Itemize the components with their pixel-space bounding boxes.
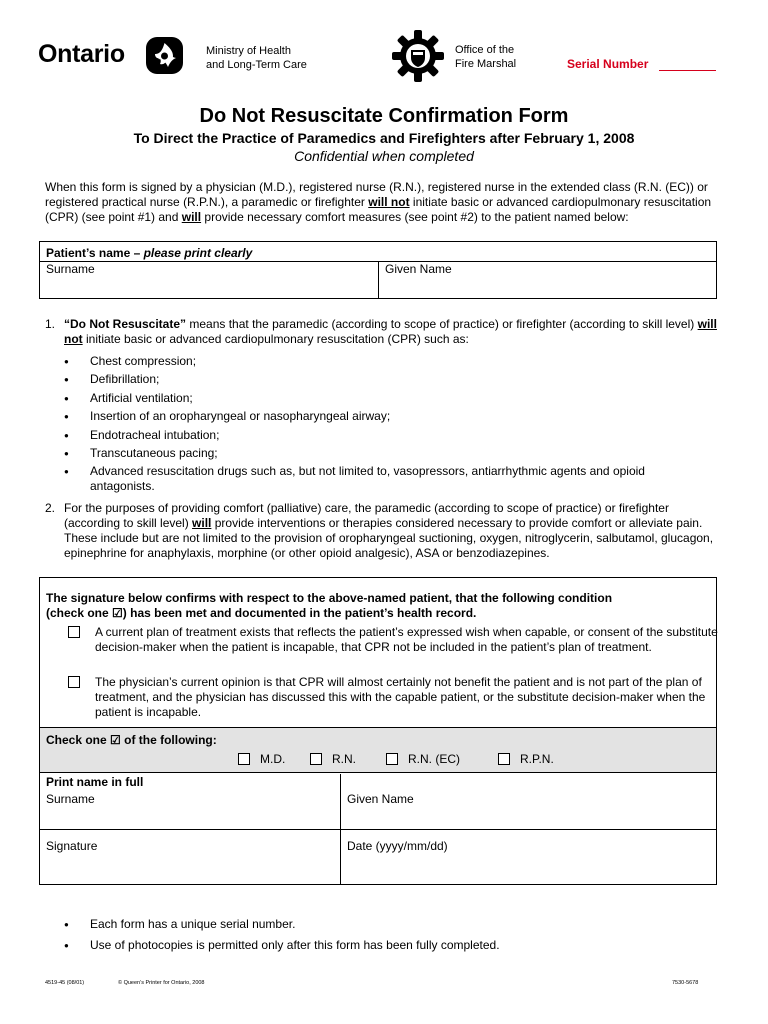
list-item: ● Defibrillation; bbox=[62, 372, 712, 387]
confidential-note: Confidential when completed bbox=[294, 148, 474, 164]
list-item: ● Transcutaneous pacing; bbox=[62, 446, 712, 461]
list-item: ● Insertion of an oropharyngeal or nasopharyngeal airway; bbox=[62, 409, 712, 424]
prescriber-surname-label: Surname bbox=[46, 792, 95, 806]
patient-name-heading: Patient’s name – please print clearly bbox=[46, 246, 253, 260]
option-md[interactable]: M.D. bbox=[238, 752, 285, 766]
patient-given-name-field[interactable] bbox=[381, 276, 715, 298]
form-subtitle: To Direct the Practice of Paramedics and Firefighters after February 1, 2008 bbox=[133, 130, 635, 146]
stock-number: 7530-5678 bbox=[672, 980, 699, 986]
patient-surname-field[interactable] bbox=[41, 276, 375, 298]
serial-number-field[interactable] bbox=[659, 70, 716, 71]
patient-name-box bbox=[39, 241, 717, 299]
prescriber-surname-field[interactable] bbox=[41, 806, 337, 828]
condition-2-checkbox[interactable] bbox=[68, 676, 80, 688]
date-field[interactable] bbox=[343, 854, 715, 884]
list-item: ● Use of photocopies is permitted only after this form has been fully completed. bbox=[62, 938, 712, 953]
form-number: 4519-45 (08/01) bbox=[45, 980, 85, 986]
form-title: Do Not Resuscitate Confirmation Form bbox=[199, 105, 569, 127]
option-rn[interactable]: R.N. bbox=[310, 752, 356, 766]
rn-checkbox[interactable] bbox=[310, 753, 322, 765]
confirmation-box bbox=[39, 577, 717, 885]
md-checkbox[interactable] bbox=[238, 753, 250, 765]
trillium-logo-icon bbox=[146, 37, 183, 74]
check-one-heading: Check one ☑ of the following: bbox=[46, 733, 217, 747]
patient-given-name-label: Given Name bbox=[385, 262, 452, 276]
condition-2: The physician’s current opinion is that CPR will almost certainly not benefit the patient and is not part of the plan of treatment, and the physician has discussed this with the capable patient, or the substitute decision-maker when the patient is incapable. bbox=[68, 675, 718, 720]
prescriber-given-name-label: Given Name bbox=[347, 792, 414, 806]
option-rn-ec[interactable]: R.N. (EC) bbox=[386, 752, 460, 766]
list-item: ● Advanced resuscitation drugs such as, but not limited to, vasopressors, antiarrhythmic agents and opioid antagonists. bbox=[62, 464, 712, 494]
rn-ec-checkbox[interactable] bbox=[386, 753, 398, 765]
ministry-name: Ministry of Health and Long-Term Care bbox=[206, 45, 307, 71]
signature-field[interactable] bbox=[41, 854, 337, 884]
notes-list bbox=[62, 917, 712, 956]
copyright: © Queen’s Printer for Ontario, 2008 bbox=[118, 980, 205, 986]
intro-paragraph: When this form is signed by a physician (M.D.), registered nurse (R.N.), registered nurse in the extended class (R.N. (EC)) or registered practical nurse (R.P.N.), a paramedic or firefighter will not initiate basic or advanced cardiopulmonary resuscitation (CPR) (see point #1) and will provide necessary comfort measures (see point #2) to the patient named below: bbox=[45, 180, 712, 224]
list-item: ● Each form has a unique serial number. bbox=[62, 917, 712, 932]
fire-marshal-emblem-icon bbox=[390, 28, 446, 89]
list-item: ● Artificial ventilation; bbox=[62, 391, 712, 406]
list-item: ● Endotracheal intubation; bbox=[62, 428, 712, 443]
condition-1: A current plan of treatment exists that reflects the patient’s expressed wish when capable, or consent of the substitute decision-maker when the patient is incapable, that CPR not be included in the patient’s plan of treatment. bbox=[68, 625, 718, 655]
rpn-checkbox[interactable] bbox=[498, 753, 510, 765]
prescriber-given-name-field[interactable] bbox=[343, 806, 715, 828]
point-1: 1. “Do Not Resuscitate” means that the paramedic (according to scope of practice) or firefighter (according to skill level) will not initiate basic or advanced cardiopulmonary resuscitation (CPR) such as: bbox=[45, 317, 717, 346]
list-item: ● Chest compression; bbox=[62, 354, 712, 369]
print-name-heading: Print name in full bbox=[46, 775, 144, 789]
ontario-wordmark: Ontario bbox=[38, 40, 125, 68]
patient-surname-label: Surname bbox=[46, 262, 95, 276]
date-label: Date (yyyy/mm/dd) bbox=[347, 839, 448, 853]
fire-marshal-name: Office of the Fire Marshal bbox=[455, 44, 517, 70]
condition-1-checkbox[interactable] bbox=[68, 626, 80, 638]
confirmation-heading: The signature below confirms with respect to the above-named patient, that the following condition (check one ☑) has been met and documented in the patient’s health record. bbox=[46, 591, 613, 620]
signature-label: Signature bbox=[46, 839, 98, 853]
cpr-interventions-list bbox=[62, 354, 712, 498]
serial-number-label: Serial Number bbox=[567, 57, 649, 71]
option-rpn[interactable]: R.P.N. bbox=[498, 752, 554, 766]
point-2: 2. For the purposes of providing comfort (palliative) care, the paramedic (according to scope of practice) or firefighter (according to skill level) will provide interventions or therapies considered necessary to provide comfort or alleviate pain. These include but are not limited to the provision of oropharyngeal suctioning, oxygen, nitroglycerin, salbutamol, glucagon, epinephrine for anaphylaxis, morphine (or other opioid analgesic), ASA or benzodiazepines. bbox=[45, 501, 714, 560]
